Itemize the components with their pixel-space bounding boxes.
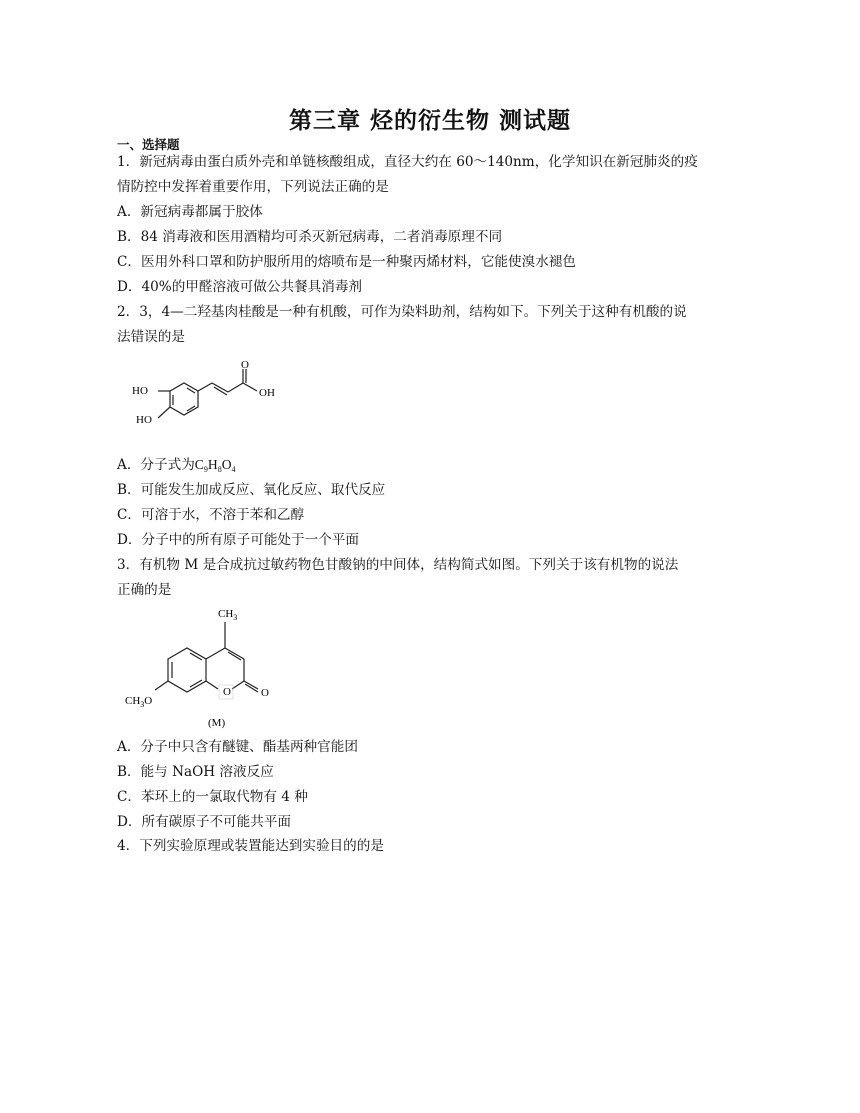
- figure-caption: (M): [208, 717, 226, 729]
- formula-c-count: 9: [203, 465, 208, 474]
- q2-stem-line2: 法错误的是: [117, 329, 185, 345]
- q1-option-a: A．新冠病毒都属于胶体: [117, 204, 263, 220]
- carbonyl-o-label: O: [261, 687, 269, 699]
- methyl-label: $CH_3$: [218, 608, 238, 622]
- q2-option-a-prefix: A．分子式为: [117, 457, 195, 473]
- q3-stem-line2: 正确的是: [117, 582, 172, 598]
- q3-option-a: A．分子中只含有醚键、酯基两种官能团: [117, 739, 358, 755]
- oh-label: OH: [259, 387, 275, 399]
- methoxy-label: $CH_3O$: [125, 695, 153, 709]
- formula-c: C: [194, 457, 204, 472]
- q3-option-c: C．苯环上的一氯取代物有 4 种: [117, 789, 308, 805]
- formula-o-count: 4: [231, 465, 236, 474]
- formula-o: O: [221, 457, 232, 472]
- benzo-ring-shape: [168, 648, 206, 692]
- ho-bottom-label: HO: [136, 414, 152, 426]
- q3-option-b: B．能与 NaOH 溶液反应: [117, 764, 274, 780]
- q2-option-d: D．分子中的所有原子可能处于一个平面: [117, 532, 359, 548]
- formula-h-count: 8: [217, 465, 222, 474]
- q1-stem-line1: 1．新冠病毒由蛋白质外壳和单链核酸组成，直径大约在 60～140nm，化学知识在新冠肺炎的疫: [117, 154, 698, 170]
- q1-option-d: D．40%的甲醛溶液可做公共餐具消毒剂: [117, 279, 363, 295]
- section-heading: 一、选择题: [117, 137, 180, 152]
- q3-stem-line1: 3．有机物 M 是合成抗过敏药物色甘酸钠的中间体，结构简式如图。下列关于该有机物的说法: [117, 557, 679, 573]
- ho-top-label: HO: [132, 385, 148, 397]
- q3-option-d: D．所有碳原子不可能共平面: [117, 814, 292, 830]
- page-title: 第三章 烃的衍生物 测试题: [288, 108, 571, 134]
- q1-option-b: B．84 消毒液和医用酒精均可杀灭新冠病毒，二者消毒原理不同: [117, 229, 503, 245]
- molecular-formula: [195, 457, 236, 472]
- q4-stem-line1: 4．下列实验原理或装置能达到实验目的的是: [117, 838, 384, 854]
- ring-o-label: O: [223, 686, 231, 698]
- q1-stem-line2: 情防控中发挥着重要作用，下列说法正确的是: [117, 179, 389, 195]
- carbonyl-o-label: O: [241, 360, 249, 371]
- q3-structure-figure: [120, 602, 320, 732]
- benzene-ring-shape: [170, 383, 198, 415]
- q2-option-a: [117, 455, 236, 480]
- q2-structure-figure: [130, 360, 290, 440]
- q2-option-c: C．可溶于水，不溶于苯和乙醇: [117, 507, 305, 523]
- q2-option-b: B．可能发生加成反应、氧化反应、取代反应: [117, 482, 386, 498]
- formula-h: H: [207, 457, 218, 472]
- q2-stem-line1: 2．3，4—二羟基肉桂酸是一种有机酸，可作为染料助剂，结构如下。下列关于这种有机酸的说: [117, 304, 687, 320]
- q1-option-c: C．医用外科口罩和防护服所用的熔喷布是一种聚丙烯材料，它能使溴水褪色: [117, 254, 576, 270]
